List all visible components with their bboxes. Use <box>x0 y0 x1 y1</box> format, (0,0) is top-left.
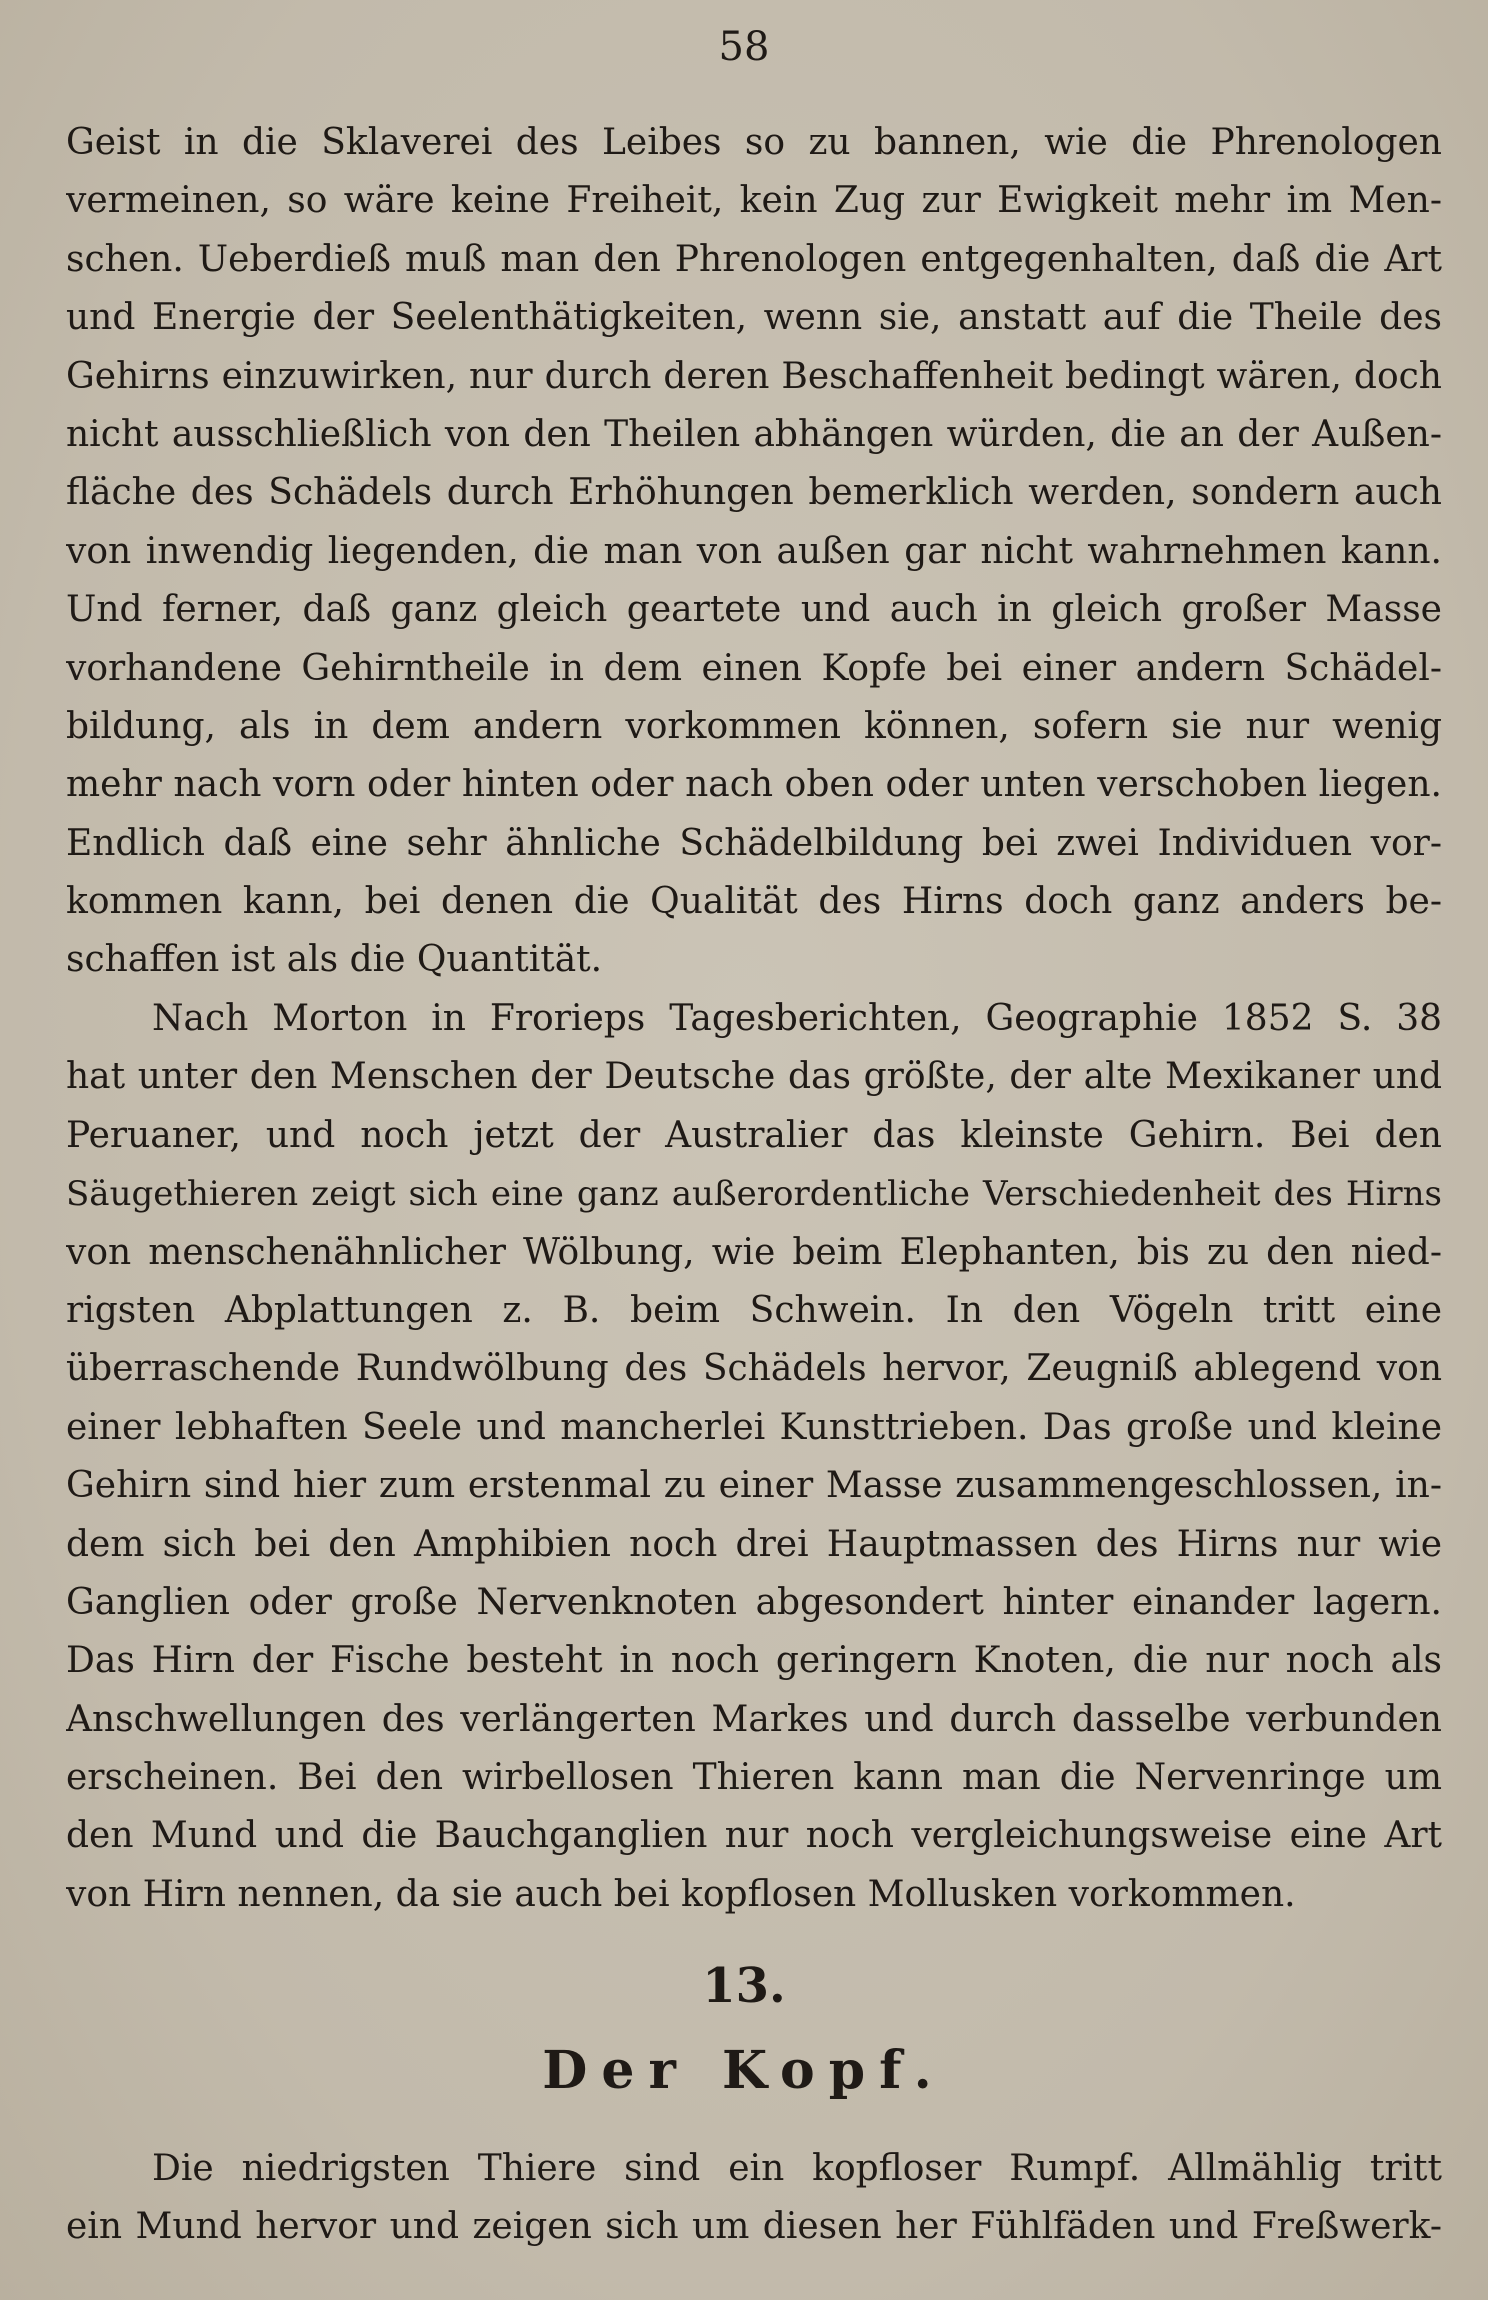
text-line: Anschwellungen des verlängerten Markes und durch dasselbe verbunden <box>66 1698 1442 1740</box>
text-line: von Hirn nennen, da sie auch bei kopflosen Mollusken vorkommen. <box>66 1873 1296 1915</box>
text-line: schen. Ueberdieß muß man den Phrenologen entgegenhalten, daß die Art <box>66 238 1442 280</box>
text-line: Säugethieren zeigt sich eine ganz außerordentliche Verschiedenheit des Hirns <box>66 1174 1442 1215</box>
section-number: 13. <box>702 1958 786 2014</box>
text-line: fläche des Schädels durch Erhöhungen bemerklich werden, sondern auch <box>66 472 1442 514</box>
text-line: den Mund und die Bauchganglien nur noch vergleichungsweise eine Art <box>66 1815 1442 1857</box>
text-line: schaffen ist als die Quantität. <box>66 939 603 981</box>
text-line: ein Mund hervor und zeigen sich um diesen her Fühlfäden und Freßwerk- <box>66 2206 1442 2248</box>
text-line: Die niedrigsten Thiere sind ein kopfloser Rumpf. Allmählig tritt <box>152 2148 1442 2189</box>
text-line: Ganglien oder große Nervenknoten abgesondert hinter einander lagern. <box>66 1581 1442 1623</box>
section-title: Der Kopf. <box>542 2040 946 2101</box>
text-line: bildung, als in dem andern vorkommen können, sofern sie nur wenig <box>66 705 1442 747</box>
text-line: kommen kann, bei denen die Qualität des Hirns doch ganz anders be- <box>66 881 1442 923</box>
text-line: Gehirn sind hier zum erstenmal zu einer Masse zusammengeschlossen, in- <box>66 1465 1442 1507</box>
text-line: dem sich bei den Amphibien noch drei Hauptmassen des Hirns nur wie <box>66 1523 1442 1565</box>
text-line: Peruaner, und noch jetzt der Australier das kleinste Gehirn. Bei den <box>66 1114 1442 1156</box>
text-line: Gehirns einzuwirken, nur durch deren Beschaffenheit bedingt wären, doch <box>66 355 1442 397</box>
page-number: 58 <box>718 24 770 70</box>
text-line: einer lebhaften Seele und mancherlei Kunsttrieben. Das große und kleine <box>66 1406 1442 1448</box>
text-line: rigsten Abplattungen z. B. beim Schwein. In den Vögeln tritt eine <box>66 1289 1442 1331</box>
text-line: vermeinen, so wäre keine Freiheit, kein Zug zur Ewigkeit mehr im Men- <box>66 180 1442 222</box>
text-line: mehr nach vorn oder hinten oder nach oben oder unten verschoben liegen. <box>66 764 1442 806</box>
text-line: Und ferner, daß ganz gleich geartete und auch in gleich großer Masse <box>66 589 1442 631</box>
text-line: erscheinen. Bei den wirbellosen Thieren kann man die Nervenringe um <box>66 1757 1442 1799</box>
paragraph-head <box>66 2140 1442 2257</box>
text-line: Das Hirn der Fische besteht in noch geringern Knoten, die nur noch als <box>66 1640 1442 1682</box>
text-line: nicht ausschließlich von den Theilen abhängen würden, die an der Außen- <box>66 413 1442 455</box>
text-line: Endlich daß eine sehr ähnliche Schädelbildung bei zwei Individuen vor- <box>66 822 1442 864</box>
text-line: hat unter den Menschen der Deutsche das größte, der alte Mexikaner und <box>66 1056 1442 1098</box>
text-line: von menschenähnlicher Wölbung, wie beim Elephanten, bis zu den nied- <box>66 1231 1442 1273</box>
text-line: und Energie der Seelenthätigkeiten, wenn sie, anstatt auf die Theile des <box>66 297 1442 339</box>
text-line: vorhandene Gehirntheile in dem einen Kopfe bei einer andern Schädel- <box>66 647 1442 689</box>
paragraph-morton <box>66 990 1442 1924</box>
text-line: überraschende Rundwölbung des Schädels hervor, Zeugniß ablegend von <box>66 1348 1442 1390</box>
text-line: von inwendig liegenden, die man von außen gar nicht wahrnehmen kann. <box>66 530 1442 572</box>
text-line: Nach Morton in Frorieps Tagesberichten, Geographie 1852 S. 38 <box>152 998 1442 1039</box>
paragraph-phrenology <box>66 114 1442 990</box>
text-line: Geist in die Sklaverei des Leibes so zu bannen, wie die Phrenologen <box>66 122 1442 163</box>
